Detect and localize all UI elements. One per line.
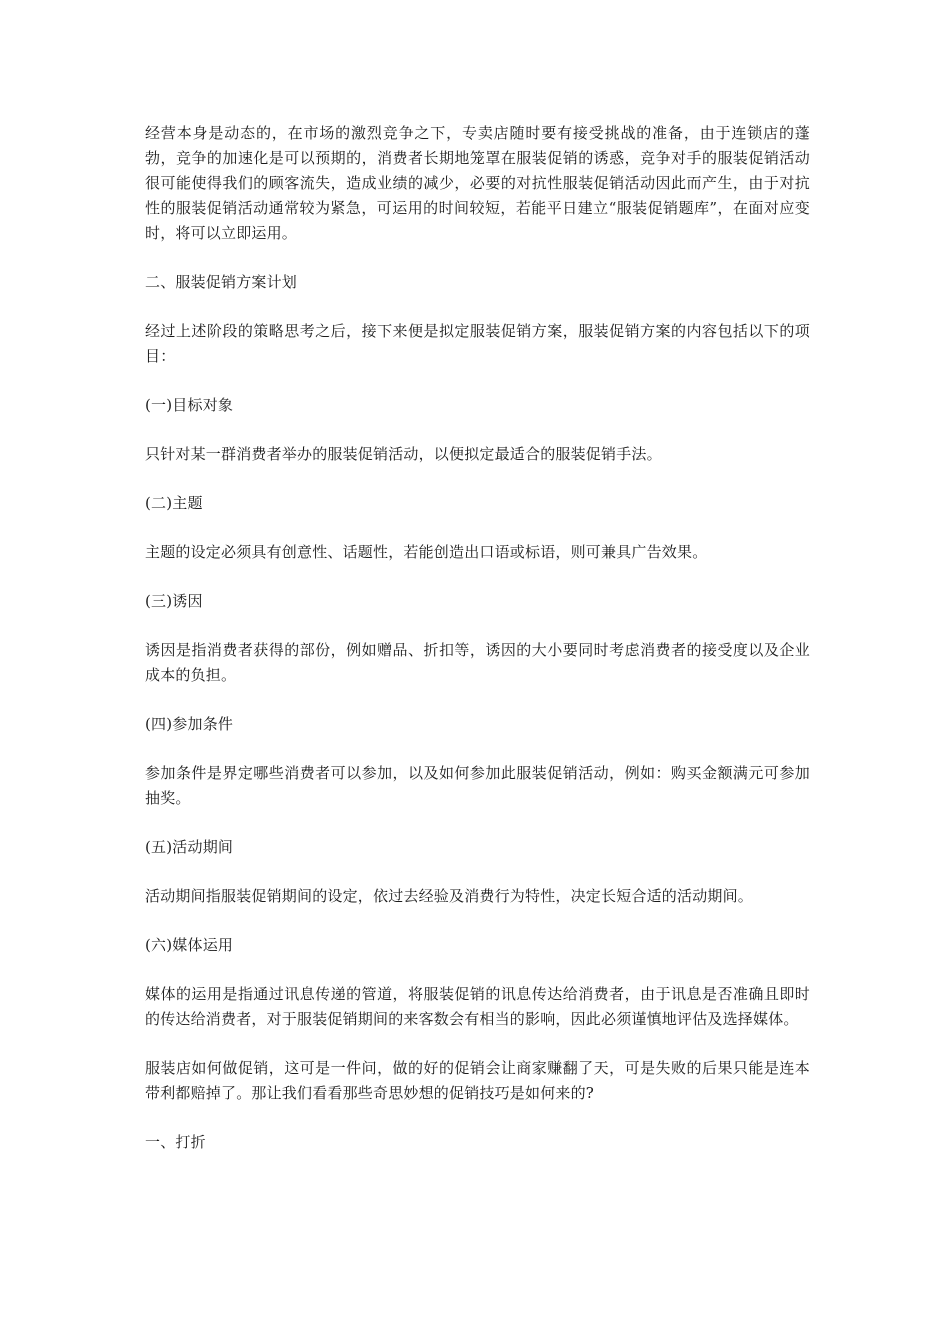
- paragraph-competition: 经营本身是动态的，在市场的激烈竞争之下，专卖店随时要有接受挑战的准备，由于连锁店的蓬勃，竞争的加速化是可以预期的，消费者长期地笼罩在服装促销的诱惑，竞争对手的服装促销活动很可能使得我们的顾客流失，造成业绩的减少，必要的对抗性服装促销活动因此而产生，由于对抗性的服装促销活动通常较为紧急，可运用的时间较短，若能平日建立“服装促销题库”，在面对应变时，将可以立即运用。: [145, 124, 810, 242]
- paragraph-incentive: 诱因是指消费者获得的部份，例如赠品、折扣等，诱因的大小要同时考虑消费者的接受度以及企业成本的负担。: [145, 641, 810, 684]
- subheading-target: (一)目标对象: [145, 396, 234, 414]
- paragraph-period: 活动期间指服装促销期间的设定，依过去经验及消费行为特性，决定长短合适的活动期间。: [145, 887, 754, 905]
- subheading-theme: (二)主题: [145, 494, 203, 512]
- paragraph-media: 媒体的运用是指通过讯息传递的管道，将服装促销的讯息传达给消费者，由于讯息是否准确且即时的传达给消费者，对于服装促销期间的来客数会有相当的影响，因此必须谨慎地评估及选择媒体。: [145, 985, 810, 1028]
- section-heading-plan: 二、服装促销方案计划: [145, 273, 298, 291]
- paragraph-store-promotion: 服装店如何做促销，这可是一件问，做的好的促销会让商家赚翻了天，可是失败的后果只能是连本带利都赔掉了。那让我们看看那些奇思妙想的促销技巧是如何来的?: [145, 1059, 810, 1102]
- subheading-conditions: (四)参加条件: [145, 715, 234, 733]
- document-body: [145, 121, 810, 1179]
- paragraph-theme: 主题的设定必须具有创意性、话题性，若能创造出口语或标语，则可兼具广告效果。: [145, 543, 708, 561]
- subheading-media: (六)媒体运用: [145, 936, 234, 954]
- paragraph-plan-intro: 经过上述阶段的策略思考之后，接下来便是拟定服装促销方案，服装促销方案的内容包括以下的项目：: [145, 322, 810, 365]
- subheading-period: (五)活动期间: [145, 838, 234, 856]
- subheading-incentive: (三)诱因: [145, 592, 203, 610]
- paragraph-target: 只针对某一群消费者举办的服装促销活动，以便拟定最适合的服装促销手法。: [145, 445, 662, 463]
- paragraph-conditions: 参加条件是界定哪些消费者可以参加，以及如何参加此服装促销活动，例如：购买金额满元可参加抽奖。: [145, 764, 810, 807]
- section-heading-discount: 一、打折: [145, 1133, 206, 1151]
